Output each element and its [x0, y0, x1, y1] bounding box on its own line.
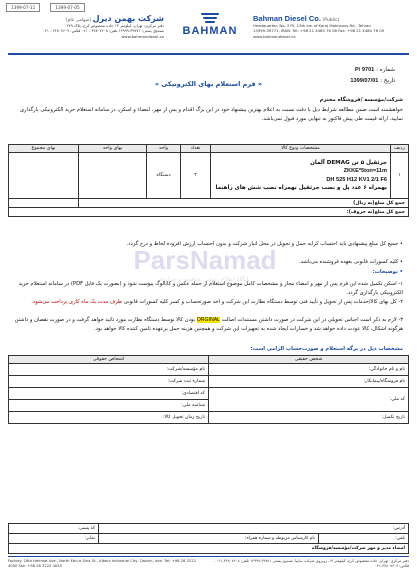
- terms-line-2: • کلیه کسورات قانونی بعهده فروشنده می‌باشد.: [299, 259, 403, 265]
- date-label: تاریخ :: [380, 78, 395, 84]
- expert-field[interactable]: نام کارشناس مربوطه و شماره همراه:: [99, 534, 319, 544]
- items-table: [8, 144, 409, 217]
- terms-line-1: • جمیع کل مبلغ پیشنهادی باید احتساب کرایه حمل و تحویل در محل انبار شرکت و بدون احتساب ارزش افزوده لحاظ و درج گردد.: [126, 241, 403, 247]
- vendor-national-id-field[interactable]: شناسه ملی:: [9, 400, 209, 412]
- vendor-name-field[interactable]: نام و نام خانوادگی:: [209, 364, 409, 376]
- number-label: شماره :: [376, 67, 395, 73]
- company-name-fa: شرکت بهمن دیزل: [92, 14, 164, 23]
- col-unit: واحد: [147, 145, 181, 153]
- row-index: ۱: [391, 153, 409, 199]
- note-1: ۱- اسکن تکمیل شده این فرم پس از مهر و امضاء مجاز و مشخصات کامل موضوع استعلام از جمله عکس و کاتالوگ پیوست شود و (بصورت یک فایل PDF) در سامانه استعلام خرید الکترونیکی بارگذاری گردد.: [18, 281, 403, 296]
- col-qty: تعداد: [181, 145, 211, 153]
- items-header-row: [9, 145, 409, 153]
- received-stamps: [6, 3, 85, 12]
- header-persian: [14, 14, 164, 39]
- table-row: [9, 388, 409, 400]
- vendor-reg-field[interactable]: شماره ثبت شرکت:: [9, 376, 209, 388]
- total-price-field[interactable]: [9, 153, 79, 199]
- note-3: [13, 316, 403, 333]
- note-3-text-b: بودن کالا توسط دستگاه نظارت مورد تائید خواهد گرفت و در صورت نقصان و داشتن هرگونه اشکال، کالا عودت داده خواهد شد و خسارات ایجاد شده به تجهیزات این شرکت و همچنین هزینه حمل برعهده تامین کننده کالا خواهد بود.: [14, 317, 403, 332]
- company-tag-en: (Public): [322, 18, 340, 23]
- spec-line-1: جرثقیل ۵ تن DEMAG آلمان: [310, 159, 387, 166]
- logo-mark-icon: [199, 12, 221, 25]
- note-2-text: ۲- کل بهای کالا/خدمات پس از تحویل و تأیید فنی توسط دستگاه نظارت این شرکت و اخذ صورتحساب و کسر کلیه کسورات قانونی: [123, 299, 403, 305]
- company-name-en: Bahman Diesel Co.: [253, 14, 321, 23]
- phone-field[interactable]: تلفن:: [319, 534, 409, 544]
- sum-row: [9, 199, 409, 208]
- date-value: 1399/07/01: [350, 78, 379, 84]
- stamp-date-1: 1399-07-11: [6, 3, 40, 12]
- vendor-national-code-field[interactable]: کد ملی:: [209, 388, 409, 412]
- table-row: [9, 544, 409, 554]
- table-row: [9, 412, 409, 424]
- company-tag-fa: (سهامی عام): [65, 18, 91, 23]
- table-row: [9, 364, 409, 376]
- vendor-col-natural: شخص حقیقی: [209, 356, 409, 364]
- vendor-delivery-date-field[interactable]: تاریخ زمان تحویل کالا:: [9, 412, 209, 424]
- sum-words-label[interactable]: جمع کل مبلغ(به حروف):: [9, 208, 409, 217]
- address-en: Headquarter: No. 279, 13th km of Karaj Makhsous Rd., Tehran: [253, 23, 371, 28]
- col-index: ردیف: [391, 145, 409, 153]
- contact-table: [8, 523, 409, 554]
- watermark-subtext: پایگاه اطلاع رسانی مناقصه و مزایده: [159, 276, 251, 283]
- number-value: 9701 /P: [355, 67, 375, 73]
- notes-label: • توضیحات:: [372, 269, 403, 275]
- sum-label: جمع کل مبلغ(به ریال): [79, 199, 409, 208]
- vendor-company-field[interactable]: نام مؤسسه/شرکت:: [9, 364, 209, 376]
- footer-fa: دفتر مرکزی: تهران، جاده مخصوص کرج، کیلومتر ۱۳، روبروی شرکت سایپا، صندوق پستی ۳۹۷۷۱-۱۳۹۹۹ تلفن: ۴۴۸۰۷۶۰۸-۰۲۱ ، فکس: ۴۴۸۰۷۶۰۹-۰۲۱: [214, 559, 409, 568]
- note-2-deadline: ظرف مدت یک ماه کاری پرداخت می‌شود.: [31, 299, 123, 305]
- header-english: [253, 14, 403, 39]
- vendor-shop-field[interactable]: نام فروشگاه/پیمانکار:: [209, 376, 409, 388]
- spec-line-4: بهمراه ۶ عدد پل و نصب جرثقیل بهمراه نصب شش های راهنما: [215, 184, 387, 191]
- row-qty: ۴: [181, 153, 211, 199]
- vendor-economic-code-field[interactable]: کد اقتصادی:: [9, 388, 209, 400]
- row-unit: دستگاه: [147, 153, 181, 199]
- unit-price-field[interactable]: [79, 153, 147, 199]
- page-footer: [8, 556, 409, 572]
- note-3-original-mark: ORGINAL: [196, 317, 221, 323]
- spec-line-2: ZKKE*5ton=11m: [343, 168, 387, 175]
- address-fa: دفتر مرکزی: تهران، کیلومتر ۱۳ جاده مخصوص کرج، پلاک ۲۷۹: [66, 23, 164, 28]
- col-unit-price: بهای واحد: [79, 145, 147, 153]
- watermark-text: ParsNamad: [133, 245, 277, 275]
- header-divider: [8, 53, 409, 55]
- vendor-col-legal: اشخاص حقوقی: [9, 356, 209, 364]
- address-field[interactable]: آدرس:: [99, 524, 409, 534]
- contact-en: 13999-39771, IRAN. Tel: +98 21 4480 76 08 Fax: +98 21 4480 76 09: [253, 28, 385, 34]
- sum-field[interactable]: [9, 199, 79, 208]
- bahman-logo-icon: [170, 12, 250, 37]
- col-spec: مشخصات ونوع کالا: [211, 145, 391, 153]
- website-en: www.bahmandiesel.co: [253, 33, 296, 39]
- form-title: « فرم استعلام بهای الکترونیکی »: [154, 80, 263, 88]
- website-fa: www.bahmandiesel.co: [121, 33, 164, 39]
- table-row: [9, 153, 409, 199]
- postal-code-field[interactable]: کد پستی:: [9, 524, 99, 534]
- table-row: [9, 524, 409, 534]
- contact-fa: صندوق پستی: ۳۹۷۷۱-۱۳۹۹۹ تلفن: ۴۴۸۰۷۶۰۸ - ۰۲۱ فکس: ۴۴۸۰۷۶۰۹ - ۰۲۱: [42, 28, 164, 34]
- row-spec: [211, 153, 391, 199]
- table-row: [9, 534, 409, 544]
- intro-text: خواهشمند است ضمن مطالعه شرایط ذیل با دقت نسبت به اعلام بهترین پیشنهاد خود در این برگ اقدام و پس از مهر، امضاء و اسکن، در سامانه استعلام خرید الکترونیکی بارگذاری نمایید. ارائه قیمت طی پیش فاکتور به تنهایی مورد قبول نمی‌باشد.: [19, 107, 403, 122]
- vendor-table: [8, 355, 409, 424]
- footer-en: Factory: 18th Hekmat Ave., North Ebn-e-Sina St., Alborz Industrial City, Qazvin, Iran. Tel: +98 28 3222 4050 Fax: +98 28 3222 4055: [8, 559, 196, 568]
- note-3-text-a: ۳- لازم به ذکر است اجناس تحویلی در این شرکت در صورت داشتن مستندات اصالت: [221, 317, 403, 323]
- logo-wordmark: BAHMAN: [182, 25, 238, 37]
- salutation: شرکت/مؤسسه /فروشگاه محترم: [319, 97, 403, 103]
- fax-field[interactable]: نمابر:: [9, 534, 99, 544]
- spec-line-3: DH 525 H12 KV1 2/1 F6: [326, 176, 387, 183]
- vendor-fill-date-field[interactable]: تاریخ تکمیل:: [209, 412, 409, 424]
- note-2: [13, 298, 403, 307]
- sum-words-row: [9, 208, 409, 217]
- col-total-price: بهای مجموع: [9, 145, 79, 153]
- table-row: [9, 376, 409, 388]
- vendor-header-row: [9, 356, 409, 364]
- signature-field[interactable]: امضاء مدیر و مهر شرکت/مؤسسه/فروشگاه: [9, 544, 409, 554]
- vendor-section-title: مشخصات ذیل در برگه استعلام و صورت‌حساب الزامی است:: [250, 346, 403, 352]
- stamp-date-2: 1399-07-05: [50, 3, 84, 12]
